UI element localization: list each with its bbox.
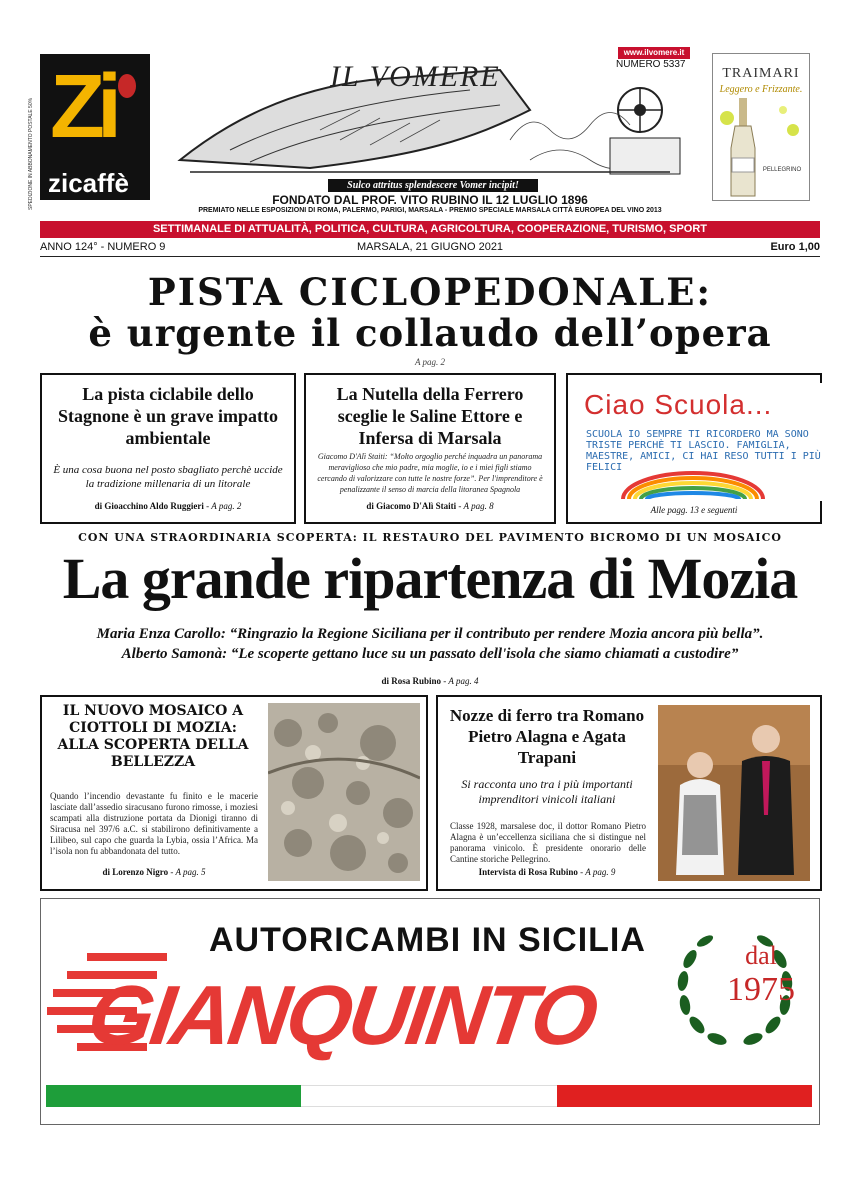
article-subtitle: Si racconta uno tra i più importanti imprenditori vinicoli italiani xyxy=(461,777,633,806)
motto: Sulco attritus splendescere Vomer incipit! xyxy=(328,179,538,192)
mozia-byline: di Rosa Rubino - A pag. 4 xyxy=(381,676,479,686)
article-byline: di Gioacchino Aldo Ruggieri - A pag. 2 xyxy=(94,501,242,511)
founded-line: FONDATO DAL PROF. VITO RUBINO IL 12 LUGLIO 1896 xyxy=(272,193,588,207)
child-drawing xyxy=(578,383,830,501)
issue-info-line xyxy=(40,240,820,257)
article-title[interactable]: Nozze di ferro tra Romano Pietro Alagna e Agata Trapani xyxy=(449,706,645,767)
ad-since-label: dal xyxy=(745,941,777,970)
couple-photo xyxy=(658,705,810,881)
article-box-nutella[interactable] xyxy=(304,373,556,524)
zicaffe-name: zicaffè xyxy=(48,168,129,198)
wine-bottle-illustration xyxy=(713,98,809,198)
article-box-mosaico[interactable] xyxy=(40,695,428,891)
article-byline: di Lorenzo Nigro - A pag. 5 xyxy=(102,867,206,877)
flag-red-stripe xyxy=(557,1085,812,1107)
ad-year: 1975 xyxy=(727,971,795,1008)
website-link[interactable]: www.ilvomere.it xyxy=(618,47,690,59)
issue-number: NUMERO 5337 xyxy=(616,59,686,70)
article-box-ciao-scuola[interactable] xyxy=(566,373,822,524)
flag-white-stripe xyxy=(301,1085,556,1107)
rainbow-drawing xyxy=(618,469,768,499)
article-byline: di Giacomo D'Alì Staiti - A pag. 8 xyxy=(366,501,494,511)
drawing-text: SCUOLA IO SEMPRE TI RICORDERO MA SONO TRISTE PERCHÈ TI LASCIO. FAMIGLIA, MAESTRE, AMICI, CI HAI RESO TUTTI I PIÙ FELICI xyxy=(586,429,821,473)
mozia-quote-samona: Alberto Samonà: “Le scoperte gettano luce su un passato dell'isola che siamo chiamati a custodire” xyxy=(121,646,739,662)
article-body: Quando l’incendio devastante fu finito e le macerie lasciate dall’assedio siracusano furono rimosse, i moziesi scampati alla distruzione portata da Dionigi tiranno di Siracusa nel 397/6 a.C. si stabilirono definitivamente a Lilibeo, sul capo che guarda la Lybia, ossia l’Africa. Ma l’isola non fu abbandonata del tutto. xyxy=(50,791,258,856)
postal-notice: SPEDIZIONE IN ABBONAMENTO POSTALE 50% xyxy=(28,97,34,210)
pellegrino-label: PELLEGRINO xyxy=(762,167,802,173)
awards-line: PREMIATO NELLE ESPOSIZIONI DI ROMA, PALERMO, PARIGI, MARSALA - PREMIO SPECIALE MARSALA CITTÀ EUROPEA DEL VINO 2013 xyxy=(198,207,662,214)
article-title[interactable]: La pista ciclabile dello Stagnone è un grave impatto ambientale xyxy=(58,384,278,448)
price: Euro 1,00 xyxy=(770,241,820,253)
article-title[interactable]: IL NUOVO MOSAICO A CIOTTOLI DI MOZIA: ALLA SCOPERTA DELLA BELLEZZA xyxy=(57,703,249,770)
zicaffe-logo xyxy=(40,54,150,200)
lead-headline-line1[interactable]: PISTA CICLOPEDONALE: xyxy=(147,270,713,314)
article-box-nozze[interactable] xyxy=(436,695,822,891)
topics-band: SETTIMANALE DI ATTUALITÀ, POLITICA, CULTURA, AGRICOLTURA, COOPERAZIONE, TURISMO, SPORT xyxy=(40,221,820,238)
article-box-pista[interactable] xyxy=(40,373,296,524)
traimari-tagline: Leggero e Frizzante. xyxy=(719,84,803,95)
newspaper-title: IL VOMERE xyxy=(330,60,501,93)
zi-mark: Zi xyxy=(50,57,114,157)
traimari-ad[interactable] xyxy=(712,53,810,201)
gianquinto-ad[interactable] xyxy=(40,898,820,1125)
mosaic-photo xyxy=(268,703,420,881)
gianquinto-logo: GIANQUINTO xyxy=(82,968,601,1062)
article-quote: Giacomo D'Alì Staiti: “Molto orgoglio perché inquadra un panorama meraviglioso che mio padre, mia moglie, io e i miei figli stiamo cercando di valorizzare con tutte le nostre forze”. Per l'imprenditore è penalizzante il senso di marcia della litoranea Spagnola xyxy=(317,452,543,494)
flag-green-stripe xyxy=(46,1085,301,1107)
drawing-title: Ciao Scuola... xyxy=(584,389,773,420)
article-byline: Intervista di Rosa Rubino - A pag. 9 xyxy=(478,867,616,877)
mozia-kicker: CON UNA STRAORDINARIA SCOPERTA: IL RESTAURO DEL PAVIMENTO BICROMO DI UN MOSAICO xyxy=(78,531,782,544)
mozia-headline[interactable]: La grande ripartenza di Mozia xyxy=(62,546,798,611)
dateline: MARSALA, 21 GIUGNO 2021 xyxy=(356,241,504,253)
coffee-bean-icon xyxy=(118,74,136,98)
year-number: ANNO 124° - NUMERO 9 xyxy=(40,241,166,253)
ad-headline: AUTORICAMBI IN SICILIA xyxy=(209,921,646,959)
article-caption: Alle pagg. 13 e seguenti xyxy=(650,505,738,515)
lead-page-ref: A pag. 2 xyxy=(414,357,446,367)
italian-flag-bar xyxy=(46,1085,812,1107)
article-body: Classe 1928, marsalese doc, il dottor Romano Pietro Alagna è un’eccellenza siciliana che si distingue nel panorama vinicolo. È presidente onorario delle Cantine storiche Pellegrino. xyxy=(450,821,646,864)
lead-headline-line2[interactable]: è urgente il collaudo dell’opera xyxy=(88,311,772,355)
article-title[interactable]: La Nutella della Ferrero sceglie le Saline Ettore e Infersa di Marsala xyxy=(336,384,524,448)
article-subtitle: È una cosa buona nel posto sbagliato perchè uccide la tradizione millenaria di un litorale xyxy=(53,464,283,490)
mozia-quote-carollo: Maria Enza Carollo: “Ringrazio la Regione Siciliana per il contributo per rendere Mozia ancora più bella”. xyxy=(96,626,764,642)
traimari-brand: TRAIMARI xyxy=(722,66,800,81)
